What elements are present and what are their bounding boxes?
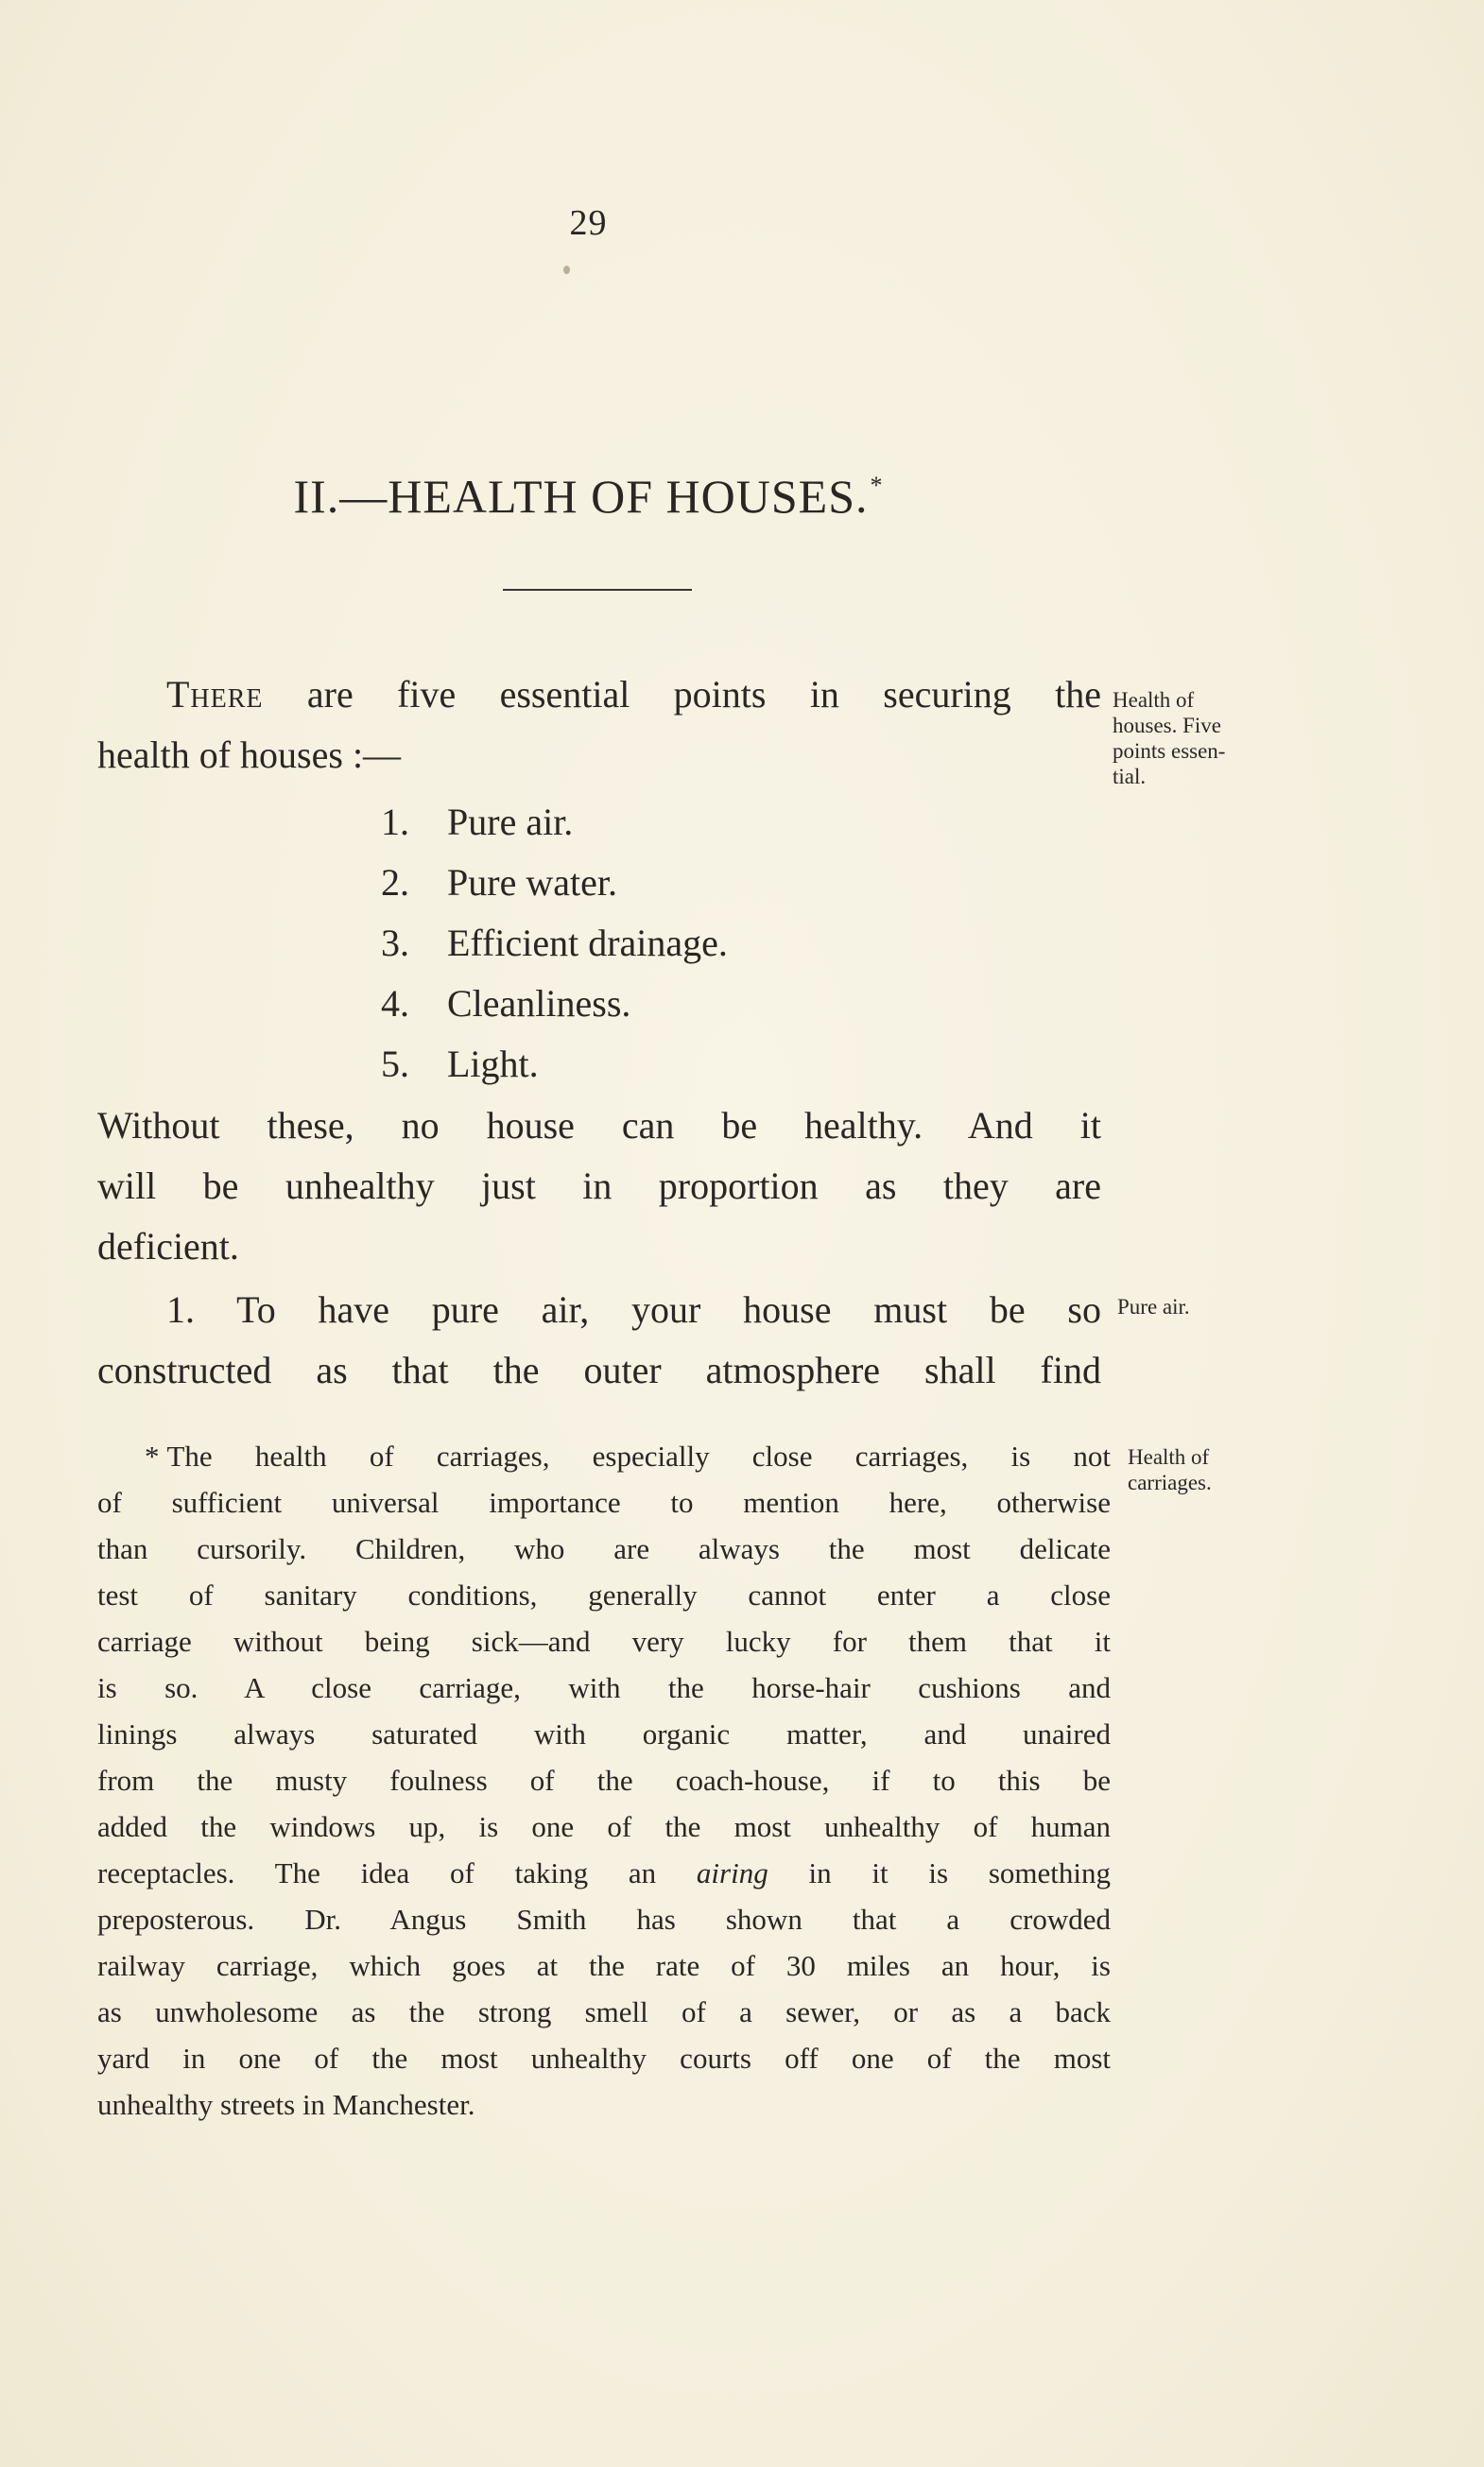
footnote-text: receptacles. The idea of taking an (97, 1856, 697, 1889)
chapter-title (0, 469, 1177, 524)
body-line: will be unhealthy just in proportion as they are (97, 1164, 1101, 1207)
margin-note-pure-air: Pure air. (1117, 1295, 1190, 1319)
list-item-number: 1. (381, 801, 409, 843)
intro-line-1 (97, 664, 1101, 725)
list-item (381, 974, 630, 1034)
footnote-line: railway carriage, which goes at the rate of 30 miles an hour, is (97, 1949, 1111, 1982)
footnote-text: in it is something (768, 1856, 1111, 1889)
footnote-line: as unwholesome as the strong smell of a sewer, or as a back (97, 1995, 1111, 2028)
list-item-number: 4. (381, 982, 409, 1025)
footnote-text: The health of carriages, especially close carriages, is not (166, 1440, 1111, 1473)
margin-note-health-of-houses (1113, 687, 1292, 789)
list-item-text: Light. (447, 1043, 539, 1085)
footnote-line (97, 1433, 1111, 1479)
list-item-number: 5. (381, 1043, 409, 1085)
title-rule (503, 589, 692, 591)
footnote-line: carriage without being sick—and very lucky for them that it (97, 1625, 1111, 1658)
list-item-number: 2. (381, 861, 409, 904)
intro-line-1-rest: are five essential points in securing the (263, 673, 1101, 716)
footnote-emphasis: airing (696, 1856, 768, 1889)
margin-note-line: houses. Five (1113, 714, 1221, 737)
footnote-line: linings always saturated with organic matter, and unaired (97, 1717, 1111, 1751)
footnote-line: added the windows up, is one of the most unhealthy of human (97, 1810, 1111, 1843)
margin-note-line: Health of (1128, 1445, 1210, 1469)
footnote-line: of sufficient universal importance to mention here, otherwise (97, 1486, 1111, 1519)
footnote-reference-mark: * (870, 472, 884, 499)
list-item-text: Efficient drainage. (447, 922, 728, 964)
footnote-line (97, 1850, 1111, 1896)
body-line: deficient. (97, 1225, 239, 1268)
footnote-line: yard in one of the most unhealthy courts off one of the most (97, 2042, 1111, 2075)
list-item-text: Pure air. (447, 801, 574, 843)
margin-note-health-of-carriages (1128, 1444, 1307, 1495)
list-item (381, 853, 617, 913)
list-item-text: Cleanliness. (447, 982, 631, 1025)
footnote-line: than cursorily. Children, who are always the most delicate (97, 1532, 1111, 1565)
list-item (381, 792, 573, 853)
footnote-line: from the musty foulness of the coach-house, if to this be (97, 1764, 1111, 1797)
footnote-line: test of sanitary conditions, generally cannot enter a close (97, 1579, 1111, 1612)
margin-note-line: Health of (1113, 688, 1195, 712)
ink-speck (563, 266, 570, 274)
body-line: 1. To have pure air, your house must be so (166, 1288, 1101, 1331)
margin-note-line: carriages. (1128, 1471, 1212, 1494)
list-item-text: Pure water. (447, 861, 617, 904)
body-line: constructed as that the outer atmosphere shall find (97, 1349, 1101, 1391)
list-item-number: 3. (381, 922, 409, 964)
footnote-line: preposterous. Dr. Angus Smith has shown that a crowded (97, 1903, 1111, 1936)
intro-lead-word: There (166, 673, 264, 716)
list-item (381, 1034, 539, 1095)
footnote-line: is so. A close carriage, with the horse-hair cushions and (97, 1671, 1111, 1704)
margin-note-line: points essen- (1113, 739, 1226, 763)
footnote-marker: * (145, 1440, 160, 1473)
intro-line-2: health of houses :— (97, 733, 402, 776)
list-item (381, 913, 728, 974)
footnote (97, 1433, 1111, 2128)
footnote-line: unhealthy streets in Manchester. (97, 2088, 475, 2121)
margin-note-line: tial. (1113, 765, 1147, 788)
chapter-title-text: II.—HEALTH OF HOUSES. (293, 470, 869, 523)
page-number: 29 (569, 203, 608, 243)
body-line: Without these, no house can be healthy. And it (97, 1104, 1101, 1147)
